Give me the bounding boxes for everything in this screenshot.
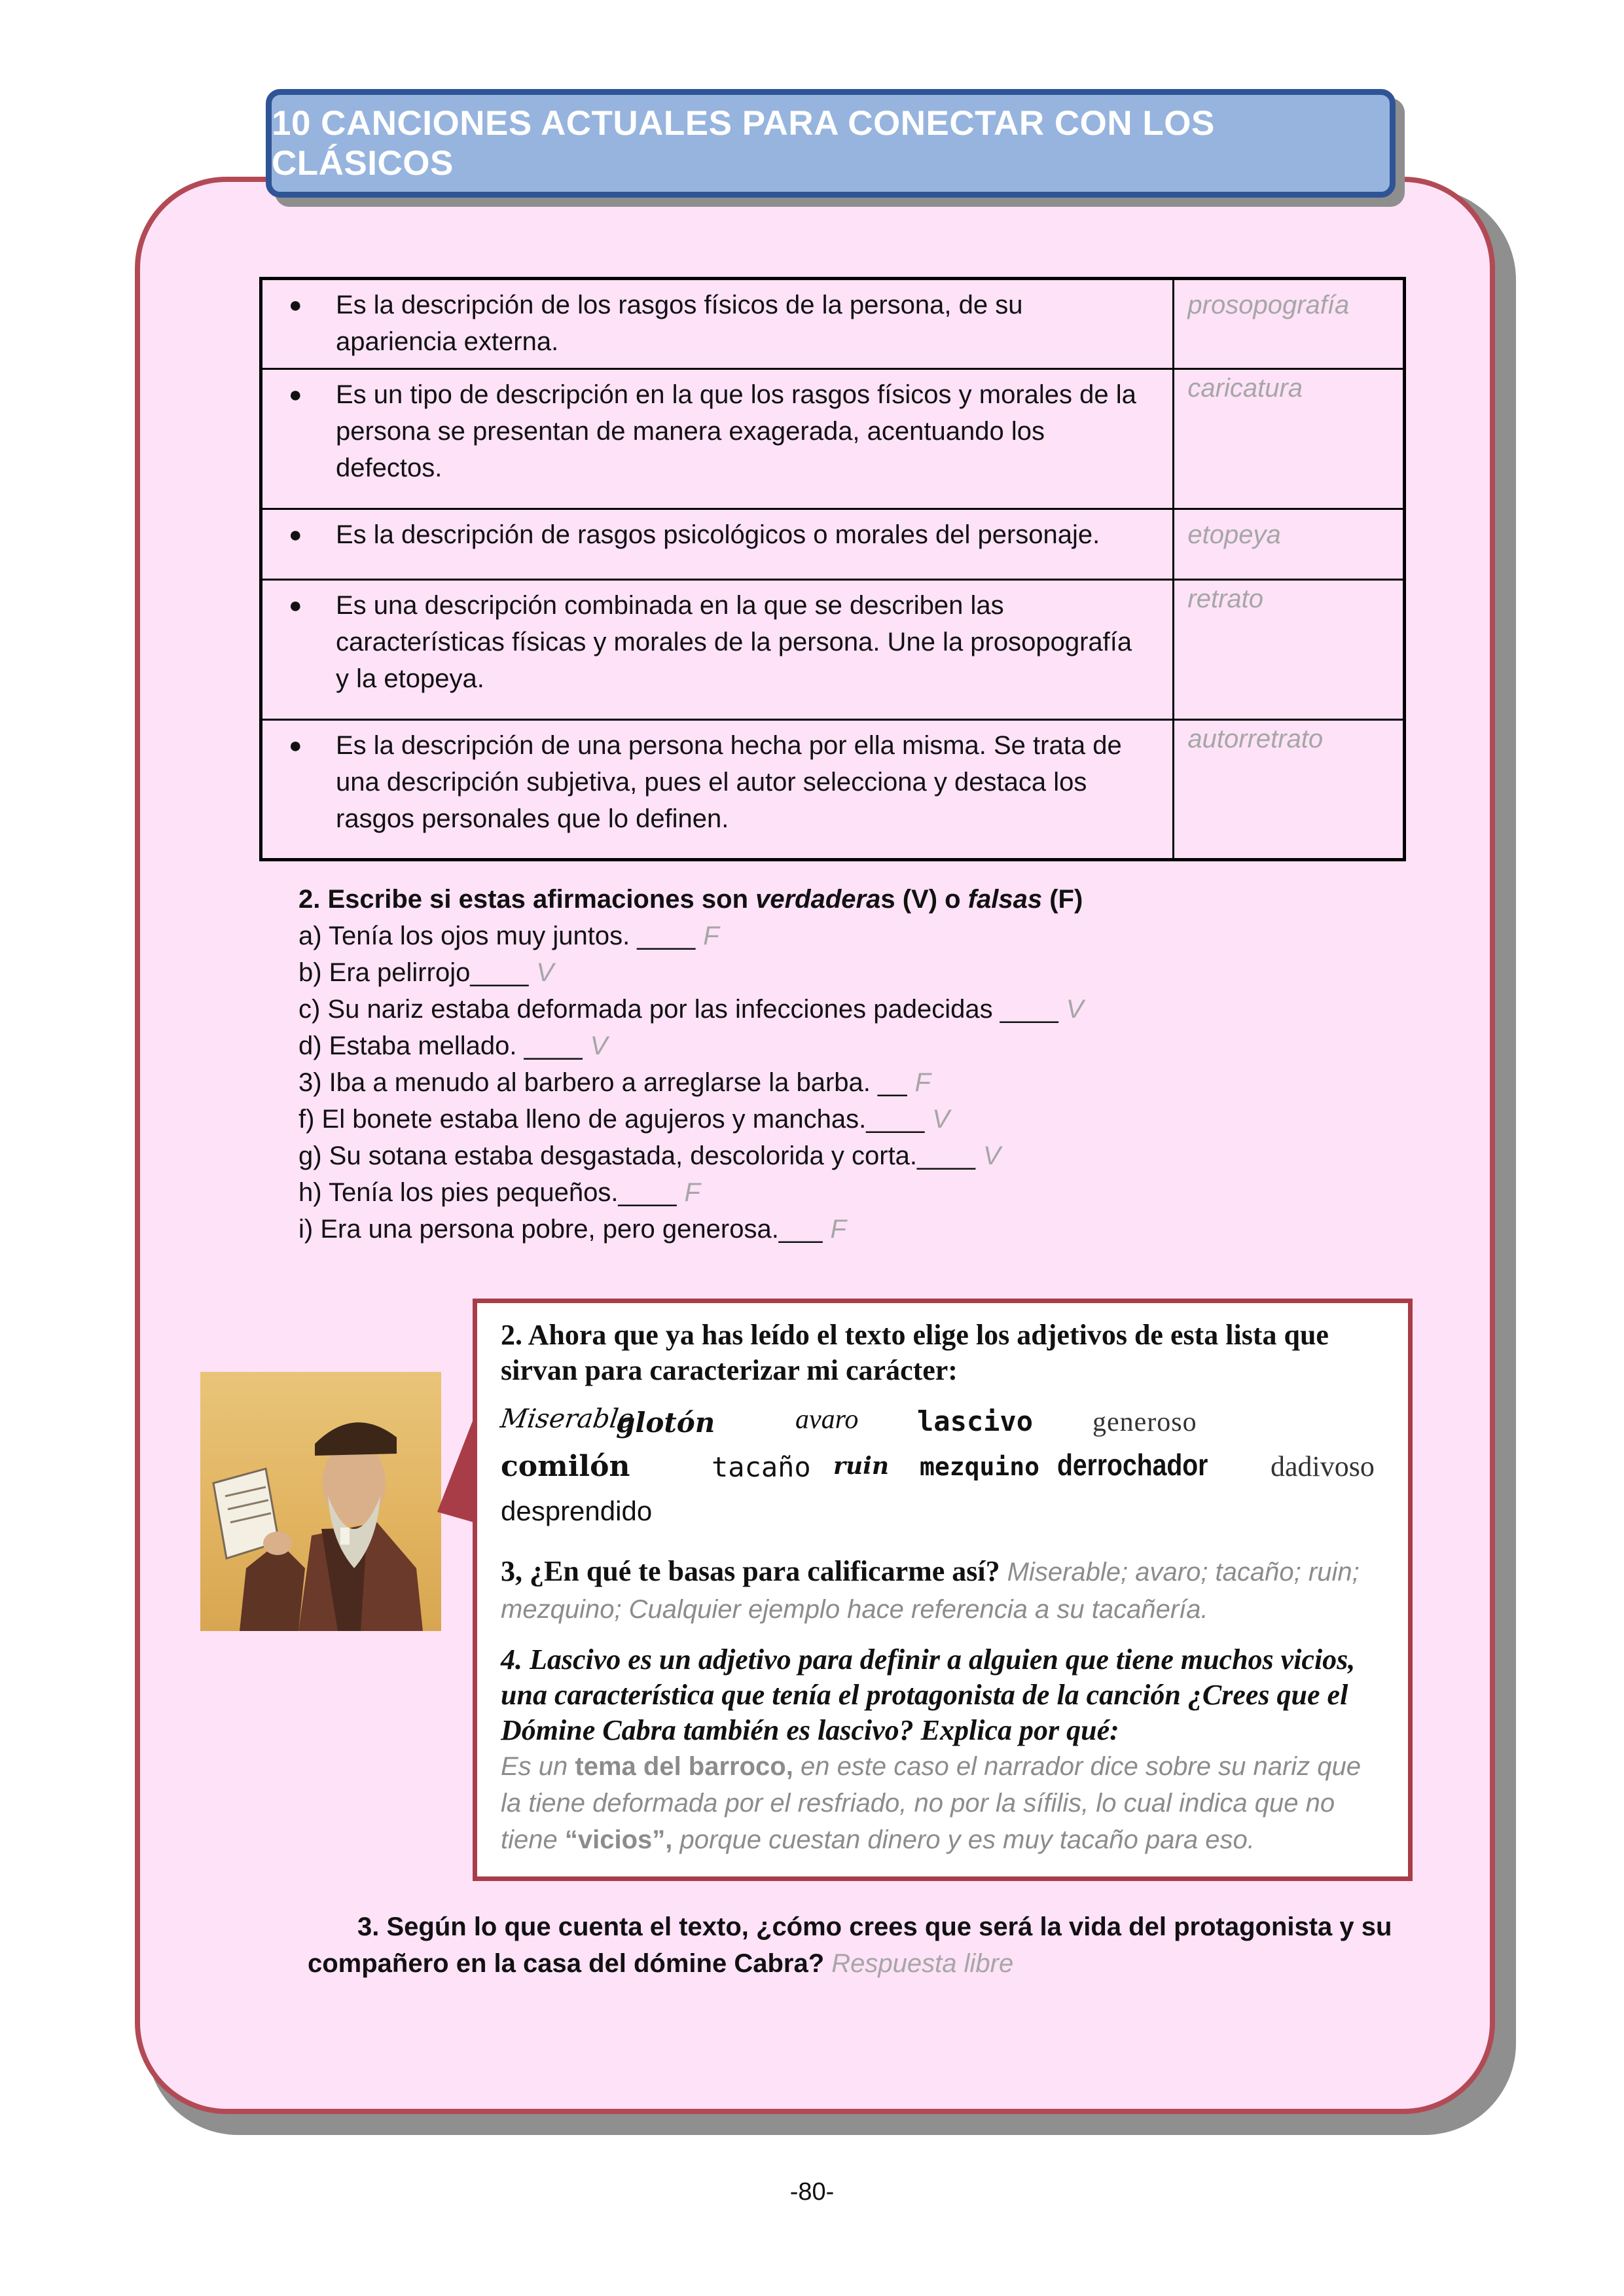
adjectives-list	[498, 1397, 1388, 1541]
list-item: i) Era una persona pobre, pero generosa.___ F	[298, 1215, 846, 1244]
table-row	[261, 509, 1405, 580]
table-row	[261, 580, 1405, 720]
definition-text: Es la descripción de los rasgos físicos de la persona, de su apariencia externa.	[336, 291, 1023, 356]
bullet-icon: ●	[289, 293, 302, 317]
list-item: h) Tenía los pies pequeños.____ F	[298, 1178, 700, 1207]
definition-answer: autorretrato	[1174, 720, 1405, 860]
definition-text: Es una descripción combinada en la que se describen las características físicas y morales de la persona. Une la prosopografía y la etopeya.	[336, 591, 1132, 693]
free-answer: Respuesta libre	[831, 1949, 1014, 1978]
title-banner	[266, 89, 1396, 198]
definition-text: Es la descripción de una persona hecha por ella misma. Se trata de una descripción subjetiva, pues el autor selecciona y destaca los rasgos personales que lo definen.	[336, 731, 1122, 833]
list-item: 3) Iba a menudo al barbero a arreglarse la barba. __ F	[298, 1068, 931, 1097]
speech-bubble	[473, 1299, 1413, 1881]
adjective: dadivoso	[1271, 1450, 1375, 1482]
list-item: a) Tenía los ojos muy juntos. ____ F	[298, 922, 719, 950]
list-item: b) Era pelirrojo____ V	[298, 958, 554, 987]
definition-text: Es un tipo de descripción en la que los rasgos físicos y morales de la persona se presentan de manera exagerada, acentuando los defectos.	[336, 380, 1136, 482]
basis-question: 3, ¿En qué te basas para calificarme así? Miserable; avaro; tacaño; ruin; mezquino; Cualquier ejemplo hace referencia a su tacañería.	[501, 1555, 1360, 1624]
adjective: generoso	[1092, 1407, 1197, 1437]
adjective: ruin	[833, 1452, 889, 1480]
definition-answer: retrato	[1174, 580, 1405, 720]
basis-answer: Miserable; avaro; tacaño; ruin; mezquino; Cualquier ejemplo hace referencia a su tacañería.	[501, 1558, 1360, 1624]
adjective: lascivo	[917, 1405, 1034, 1437]
true-false-section	[298, 881, 1083, 1247]
definition-answer: etopeya	[1174, 509, 1405, 580]
section-heading: 2. Escribe si estas afirmaciones son verdaderas (V) o falsas (F)	[298, 885, 1083, 914]
table-row	[261, 279, 1405, 369]
domine-cabra-portrait	[200, 1372, 441, 1631]
table-row	[261, 720, 1405, 860]
life-question: 3. Según lo que cuenta el texto, ¿cómo crees que será la vida del protagonista y su compañero en la casa del dómine Cabra? Respuesta libre	[308, 1912, 1392, 1978]
definition-answer: caricatura	[1174, 369, 1405, 509]
bullet-icon: ●	[289, 593, 302, 618]
adjective: derrochador	[1057, 1448, 1208, 1482]
table-row	[261, 369, 1405, 509]
page-number: -80-	[789, 2178, 835, 2206]
adjective: glotón	[616, 1407, 715, 1439]
adjective: Miserable	[498, 1404, 636, 1434]
list-item: c) Su nariz estaba deformada por las infecciones padecidas ____ V	[298, 995, 1084, 1024]
adjective: mezquino	[920, 1452, 1040, 1481]
adjective: tacaño	[712, 1451, 811, 1483]
bullet-icon: ●	[289, 522, 302, 547]
definition-answer: prosopografía	[1174, 279, 1405, 369]
adjective: comilón	[501, 1450, 630, 1483]
adjective: avaro	[795, 1405, 859, 1435]
lascivo-question: 4. Lascivo es un adjetivo para definir a alguien que tiene muchos vicios, una característica que tenía el protagonista de la canción ¿Crees que el Dómine Cabra también es lascivo? Explica por qué:	[501, 1643, 1356, 1746]
list-item: f) El bonete estaba lleno de agujeros y manchas.____ V	[298, 1105, 950, 1134]
lascivo-answer: Es un tema del barroco, en este caso el narrador dice sobre su nariz que la tiene deformada por el resfriado, no por la sífilis, lo cual indica que no tiene “vicios”, porque cuestan dinero y es muy tacaño para eso.	[501, 1752, 1362, 1854]
bullet-icon: ●	[289, 733, 302, 758]
definitions-table	[259, 277, 1406, 861]
list-item: g) Su sotana estaba desgastada, descolorida y corta.____ V	[298, 1141, 1001, 1170]
adjectives-question: 2. Ahora que ya has leído el texto elige los adjetivos de esta lista que sirvan para caracterizar mi carácter:	[501, 1319, 1329, 1386]
adjective: desprendido	[501, 1496, 653, 1526]
list-item: d) Estaba mellado. ____ V	[298, 1031, 608, 1060]
page-title: 10 CANCIONES ACTUALES PARA CONECTAR CON LOS CLÁSICOS	[272, 104, 1215, 183]
definition-text: Es la descripción de rasgos psicológicos o morales del personaje.	[336, 520, 1100, 549]
bullet-icon: ●	[289, 382, 302, 407]
